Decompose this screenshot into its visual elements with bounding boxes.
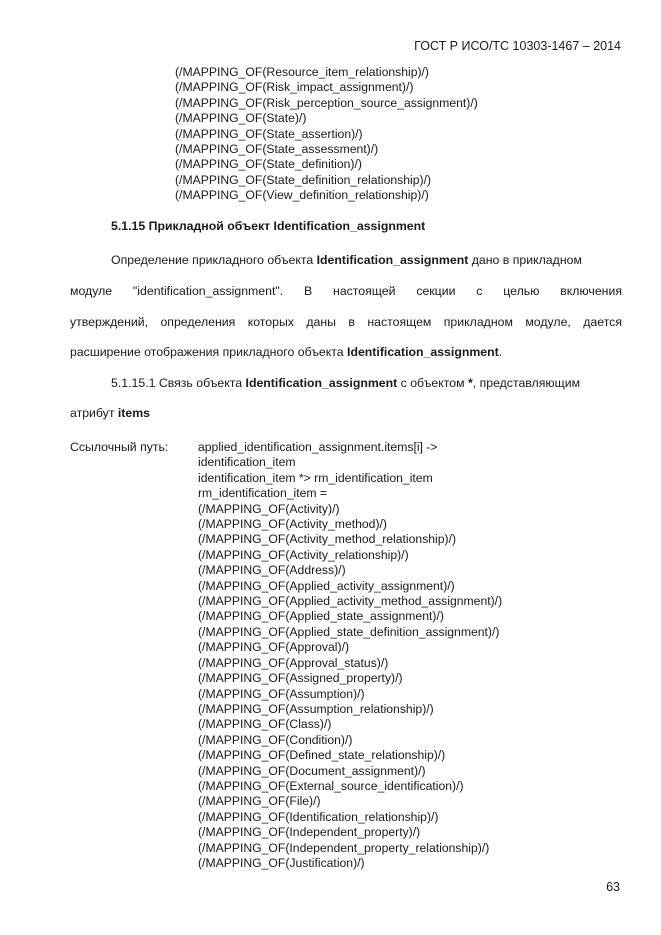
mapping-line: (/MAPPING_OF(State)/) [175,111,307,126]
reference-line: (/MAPPING_OF(Activity_method_relationship)/) [198,532,457,547]
subsection-line: атрибут items [70,406,151,420]
reference-line: (/MAPPING_OF(Activity_method)/) [198,517,387,532]
page-number: 63 [606,880,620,894]
reference-line: (/MAPPING_OF(Address)/) [198,563,346,578]
reference-line: (/MAPPING_OF(Activity_relationship)/) [198,547,409,562]
mapping-list-continued [175,65,478,204]
reference-line: (/MAPPING_OF(Assigned_property)/) [198,671,403,686]
reference-line: (/MAPPING_OF(Class)/) [198,717,332,732]
reference-line: (/MAPPING_OF(Defined_state_relationship)/) [198,748,446,763]
reference-line: (/MAPPING_OF(Applied_state_assignment)/) [198,609,444,624]
reference-line: (/MAPPING_OF(Justification)/) [198,855,365,870]
mapping-line: (/MAPPING_OF(State_definition_relationship)/) [175,172,432,187]
reference-line: identification_item *> rm_identification_item [198,470,433,485]
mapping-line: (/MAPPING_OF(Risk_perception_source_assignment)/) [175,95,478,110]
reference-line: (/MAPPING_OF(Assumption)/) [198,686,365,701]
reference-line: (/MAPPING_OF(File)/) [198,794,321,809]
page-header: ГОСТ Р ИСО/ТС 10303-1467 – 2014 [414,39,621,53]
paragraph-line: Определение прикладного объекта Identification_assignment дано в прикладном [111,253,582,267]
reference-line: (/MAPPING_OF(Document_assignment)/) [198,763,426,778]
reference-line: (/MAPPING_OF(Independent_property)/) [198,825,421,840]
reference-line: (/MAPPING_OF(Condition)/) [198,732,353,747]
reference-line: identification_item [198,455,296,470]
reference-line: (/MAPPING_OF(Applied_state_definition_assignment)/) [198,624,500,639]
subsection-line: 5.1.15.1 Связь объекта Identification_assignment с объектом *, представляющим [111,376,581,390]
reference-line: rm_identification_item = [198,486,328,501]
reference-line: (/MAPPING_OF(Approval)/) [198,640,350,655]
mapping-line: (/MAPPING_OF(State_assessment)/) [175,142,379,157]
reference-path-label: Ссылочный путь: [70,440,169,454]
reference-line: (/MAPPING_OF(Identification_relationship)/) [198,809,439,824]
paragraph-line: утверждений, определения которых даны в настоящем прикладном модуле, дается [70,315,622,329]
reference-line: (/MAPPING_OF(Independent_property_relationship)/) [198,840,490,855]
mapping-line: (/MAPPING_OF(View_definition_relationship)/) [175,188,429,203]
reference-line: (/MAPPING_OF(Approval_status)/) [198,655,389,670]
reference-line: applied_identification_assignment.items[i] -> [198,440,438,454]
reference-line: (/MAPPING_OF(Applied_activity_method_assignment)/) [198,594,503,609]
reference-path-list [198,440,502,871]
section-heading: 5.1.15 Прикладной объект Identification_assignment [111,219,426,233]
mapping-line: (/MAPPING_OF(State_definition)/) [175,157,362,172]
paragraph-line: расширение отображения прикладного объекта Identification_assignment. [70,345,503,359]
reference-line: (/MAPPING_OF(External_source_identification)/) [198,778,464,793]
reference-line: (/MAPPING_OF(Applied_activity_assignment)/) [198,578,455,593]
reference-line: (/MAPPING_OF(Assumption_relationship)/) [198,701,434,716]
paragraph-line: модуле "identification_assignment". В настоящей секции с целью включения [70,284,622,298]
reference-line: (/MAPPING_OF(Activity)/) [198,501,340,516]
mapping-line: (/MAPPING_OF(Resource_item_relationship)/) [175,65,429,79]
mapping-line: (/MAPPING_OF(Risk_impact_assignment)/) [175,80,414,95]
mapping-line: (/MAPPING_OF(State_assertion)/) [175,126,363,141]
